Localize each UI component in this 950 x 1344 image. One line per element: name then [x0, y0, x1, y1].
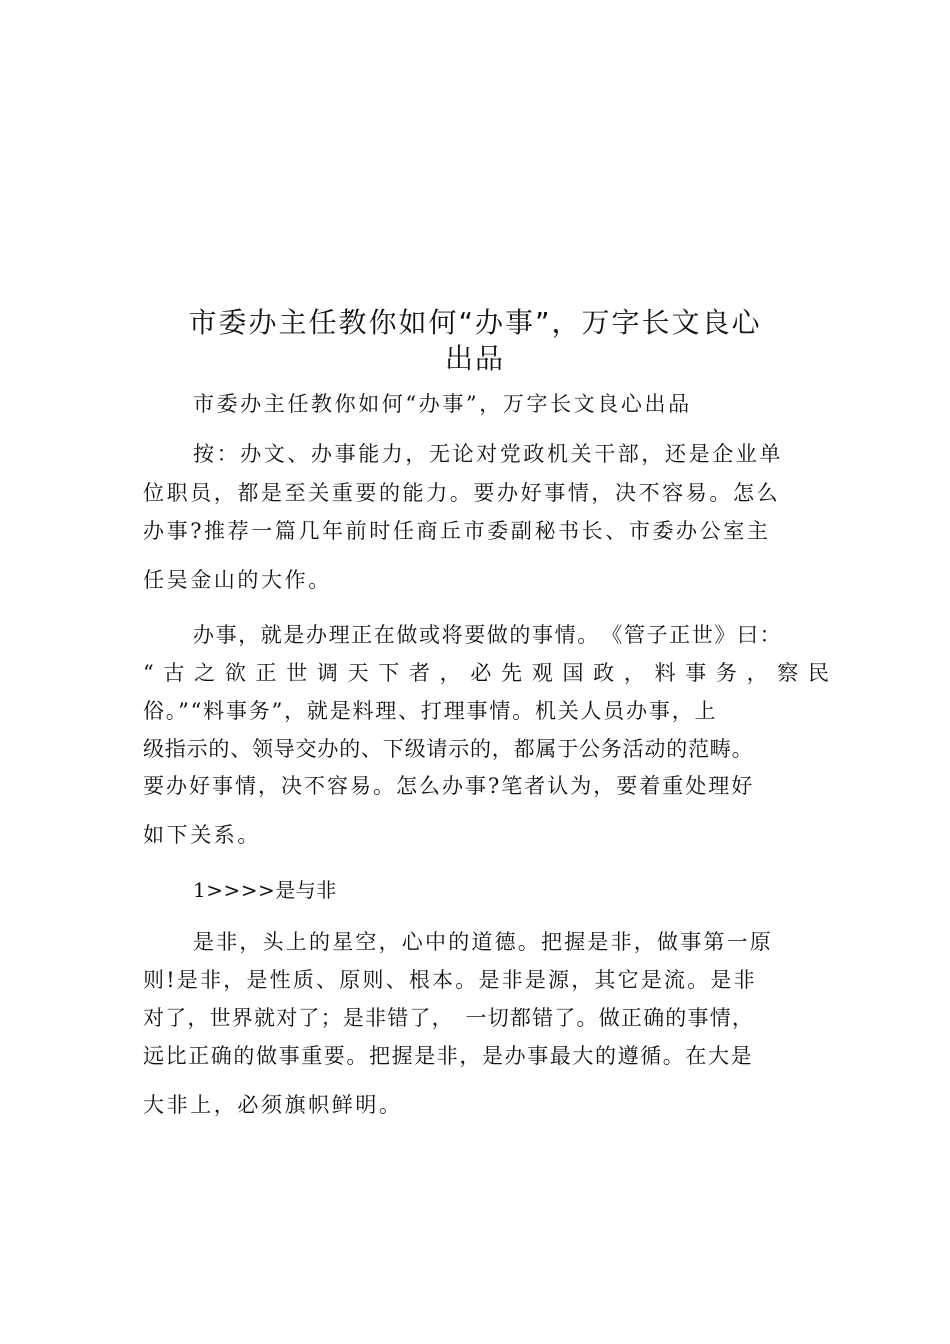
para2-line-4: 远比正确的做事重要。把握是非，是办事最大的遵循。在大是	[143, 1044, 754, 1068]
para2-line-5: 大非上，必须旗帜鲜明。	[143, 1093, 403, 1117]
para1-line-3: 俗。”“料事务”，就是料理、打理事情。机关人员办事，上	[143, 699, 718, 723]
section-heading: 1>>>>是与非	[193, 878, 337, 902]
document-subtitle: 市委办主任教你如何“办事”，万字长文良心出品	[193, 392, 692, 416]
para2-line-2: 则!是非，是性质、原则、根本。是非是源，其它是流。是非	[143, 968, 757, 992]
intro-line-1: 按：办文、办事能力，无论对党政机关干部，还是企业单	[193, 442, 783, 466]
intro-line-3: 办事?推荐一篇几年前时任商丘市委副秘书长、市委办公室主	[143, 519, 771, 543]
para2-line-3: 对了，世界就对了；是非错了， 一切都错了。做正确的事情，	[143, 1006, 755, 1030]
para1-line-2: “古之欲正世调天下者，必先观国政，料事务，察民	[143, 661, 829, 685]
para2-line-1: 是非，头上的星空，心中的道德。把握是非，做事第一原	[193, 930, 773, 954]
para1-line-4: 级指示的、领导交办的、下级请示的，都属于公务活动的范畴。	[143, 737, 754, 761]
document-title-line-1: 市委办主任教你如何“办事”，万字长文良心	[188, 306, 762, 339]
para1-line-1: 办事，就是办理正在做或将要做的事情。 《管子正世》曰：	[193, 623, 783, 647]
intro-line-2: 位职员，都是至关重要的能力。要办好事情，决不容易。怎么	[143, 481, 781, 505]
para1-line-6: 如下关系。	[143, 823, 261, 847]
intro-line-4: 任吴金山的大作。	[143, 568, 332, 592]
document-title-line-2: 出品	[444, 342, 505, 375]
para1-line-5: 要办好事情，决不容易。怎么办事?笔者认为，要着重处理好	[143, 774, 755, 798]
